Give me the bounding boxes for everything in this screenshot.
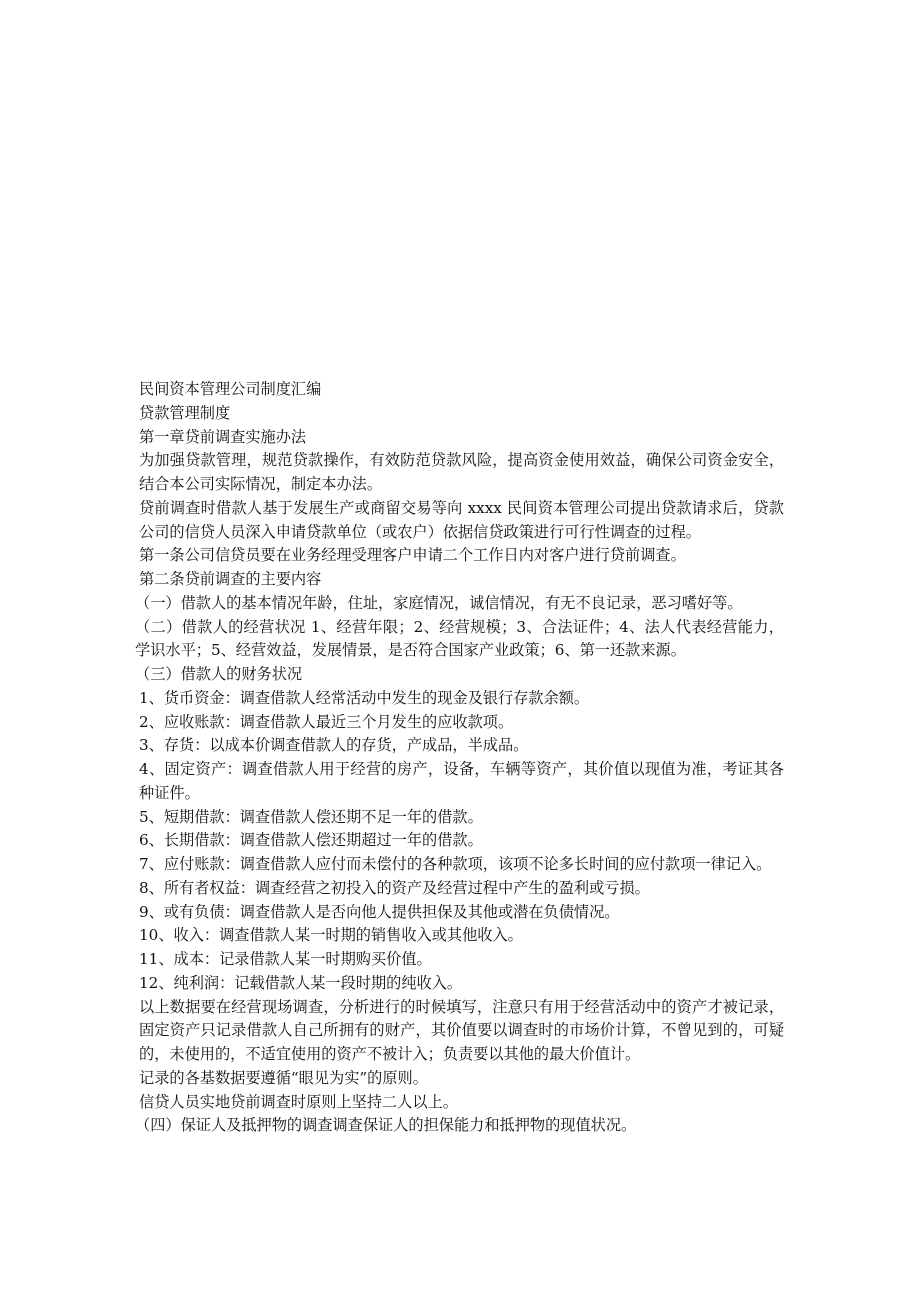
paragraph: 信贷人员实地贷前调查时原则上坚持二人以上。	[139, 1092, 458, 1111]
list-item: 7、应付账款：调查借款人应付而未偿付的各种款项，该项不论多长时间的应付款项一律记入。	[139, 855, 772, 873]
paragraph: 以上数据要在经营现场调查，分析进行的时候填写，注意只有用于经营活动中的资产才被记录，固定资产只记录借款人自己所拥有的财产，其价值要以调查时的市场价计算，不曾见到的，可疑的，未使用的，不适宜使用的资产不被计入；负责要以其他的最大价值计。	[139, 997, 784, 1063]
list-item: 9、或有负债：调查借款人是否向他人提供担保及其他或潜在负债情况。	[139, 902, 620, 921]
article-paragraph: 第一条公司信贷员要在业务经理受理客户申请二个工作日内对客户进行贷前调查。	[139, 546, 686, 565]
section-item: （四）保证人及抵押物的调查调查保证人的担保能力和抵押物的现值状况。	[135, 1116, 637, 1135]
section-item: （一）借款人的基本情况年龄，住址，家庭情况，诚信情况，有无不良记录，恶习嗜好等。	[135, 593, 743, 612]
list-item: 4、固定资产：调查借款人用于经营的房产，设备，车辆等资产，其价值以现值为准，考证其各种证件。	[139, 760, 784, 802]
document-body	[135, 378, 784, 1138]
section-item: （三）借款人的财务状况	[135, 665, 303, 683]
section-item: （二）借款人的经营状况 1、经营年限；2、经营规模；3、合法证件；4、法人代表经营能力，学识水平；5、经营效益，发展情景，是否符合国家产业政策；6、第一还款来源。	[135, 617, 784, 660]
paragraph: 贷前调查时借款人基于发展生产或商留交易等向 xxxx 民间资本管理公司提出贷款请求后，贷款公司的信贷人员深入申请贷款单位（或农户）依据信贷政策进行可行性调查的过程。	[139, 498, 784, 541]
paragraph: 为加强贷款管理，规范贷款操作，有效防范贷款风险，提高资金使用效益，确保公司资金安全，结合本公司实际情况，制定本办法。	[139, 451, 784, 493]
document-subtitle: 贷款管理制度	[139, 403, 231, 422]
chapter-heading: 第一章贷前调查实施办法	[139, 427, 307, 446]
list-item: 2、应收账款：调查借款人最近三个月发生的应收款项。	[139, 712, 514, 731]
list-item: 8、所有者权益：调查经营之初投入的资产及经营过程中产生的盈利或亏损。	[139, 878, 650, 897]
list-item: 12、纯利润：记载借款人某一段时期的纯收入。	[139, 973, 463, 992]
list-item: 11、成本：记录借款人某一时期购买价值。	[139, 950, 432, 968]
list-item: 6、长期借款：调查借款人偿还期超过一年的借款。	[139, 831, 483, 850]
list-item: 3、存货：以成本价调查借款人的存货，产成品，半成品。	[139, 736, 529, 755]
list-item: 5、短期借款：调查借款人偿还期不足一年的借款。	[139, 807, 483, 826]
article-heading: 第二条贷前调查的主要内容	[139, 570, 322, 588]
list-item: 1、货币资金：调查借款人经常活动中发生的现金及银行存款余额。	[139, 688, 590, 707]
document-title: 民间资本管理公司制度汇编	[139, 380, 322, 398]
list-item: 10、收入：调查借款人某一时期的销售收入或其他收入。	[139, 926, 523, 945]
paragraph: 记录的各基数据要遵循“眼见为实”的原则。	[139, 1068, 428, 1087]
